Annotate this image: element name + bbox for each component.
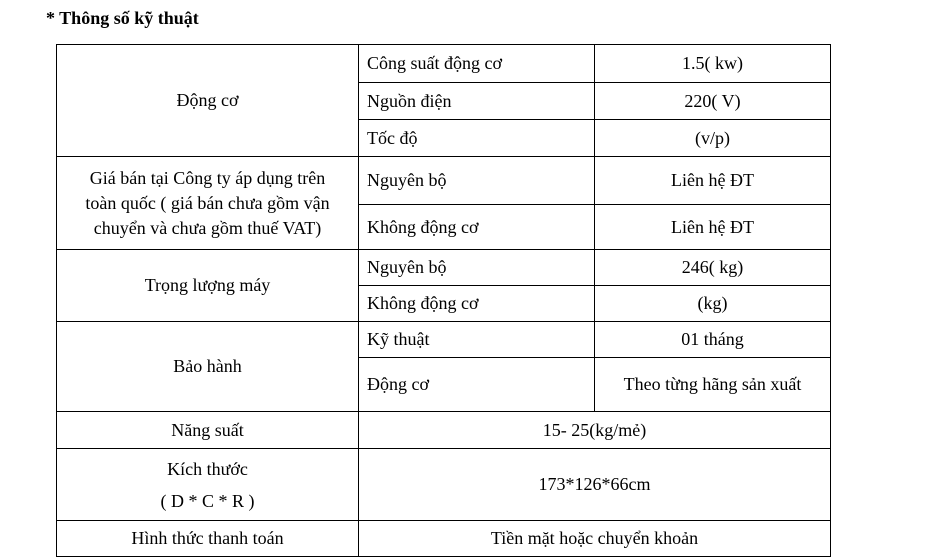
payment-value: Tiền mặt hoặc chuyển khoản xyxy=(359,521,831,557)
price-label-line1: Giá bán tại Công ty áp dụng trên xyxy=(89,167,326,188)
spec-table xyxy=(56,44,831,557)
price-no-engine-value: Liên hệ ĐT xyxy=(595,205,831,250)
table-row xyxy=(57,157,831,205)
table-row xyxy=(57,322,831,358)
size-label xyxy=(57,449,359,521)
price-full-label: Nguyên bộ xyxy=(359,157,595,205)
capacity-value: 15- 25(kg/mẻ) xyxy=(359,412,831,449)
speed-value: (v/p) xyxy=(595,120,831,157)
warranty-engine-value: Theo từng hãng sản xuất xyxy=(595,358,831,412)
engine-label: Động cơ xyxy=(57,45,359,157)
power-source-value: 220( V) xyxy=(595,83,831,120)
price-no-engine-label: Không động cơ xyxy=(359,205,595,250)
table-row xyxy=(57,449,831,521)
price-label-line2: toàn quốc ( giá bán chưa gồm vận xyxy=(85,192,330,213)
section-title: * Thông số kỹ thuật xyxy=(46,8,199,28)
price-label-line3: chuyển và chưa gồm thuế VAT) xyxy=(93,217,322,238)
size-value: 173*126*66cm xyxy=(359,449,831,521)
power-source-label: Nguồn điện xyxy=(359,83,595,120)
weight-full-label: Nguyên bộ xyxy=(359,250,595,286)
warranty-technical-value: 01 tháng xyxy=(595,322,831,358)
table-row xyxy=(57,412,831,449)
warranty-technical-label: Kỹ thuật xyxy=(359,322,595,358)
weight-no-engine-value: (kg) xyxy=(595,286,831,322)
size-label-line1: Kích thước xyxy=(167,458,248,479)
price-full-value: Liên hệ ĐT xyxy=(595,157,831,205)
payment-label: Hình thức thanh toán xyxy=(57,521,359,557)
table-row xyxy=(57,250,831,286)
power-label: Công suất động cơ xyxy=(359,45,595,83)
weight-label: Trọng lượng máy xyxy=(57,250,359,322)
size-label-line2: ( D * C * R ) xyxy=(160,490,255,511)
warranty-engine-label: Động cơ xyxy=(359,358,595,412)
table-row xyxy=(57,521,831,557)
speed-label: Tốc độ xyxy=(359,120,595,157)
price-label xyxy=(57,157,359,250)
weight-no-engine-label: Không động cơ xyxy=(359,286,595,322)
capacity-label: Năng suất xyxy=(57,412,359,449)
table-row xyxy=(57,45,831,83)
warranty-label: Bảo hành xyxy=(57,322,359,412)
weight-full-value: 246( kg) xyxy=(595,250,831,286)
power-value: 1.5( kw) xyxy=(595,45,831,83)
